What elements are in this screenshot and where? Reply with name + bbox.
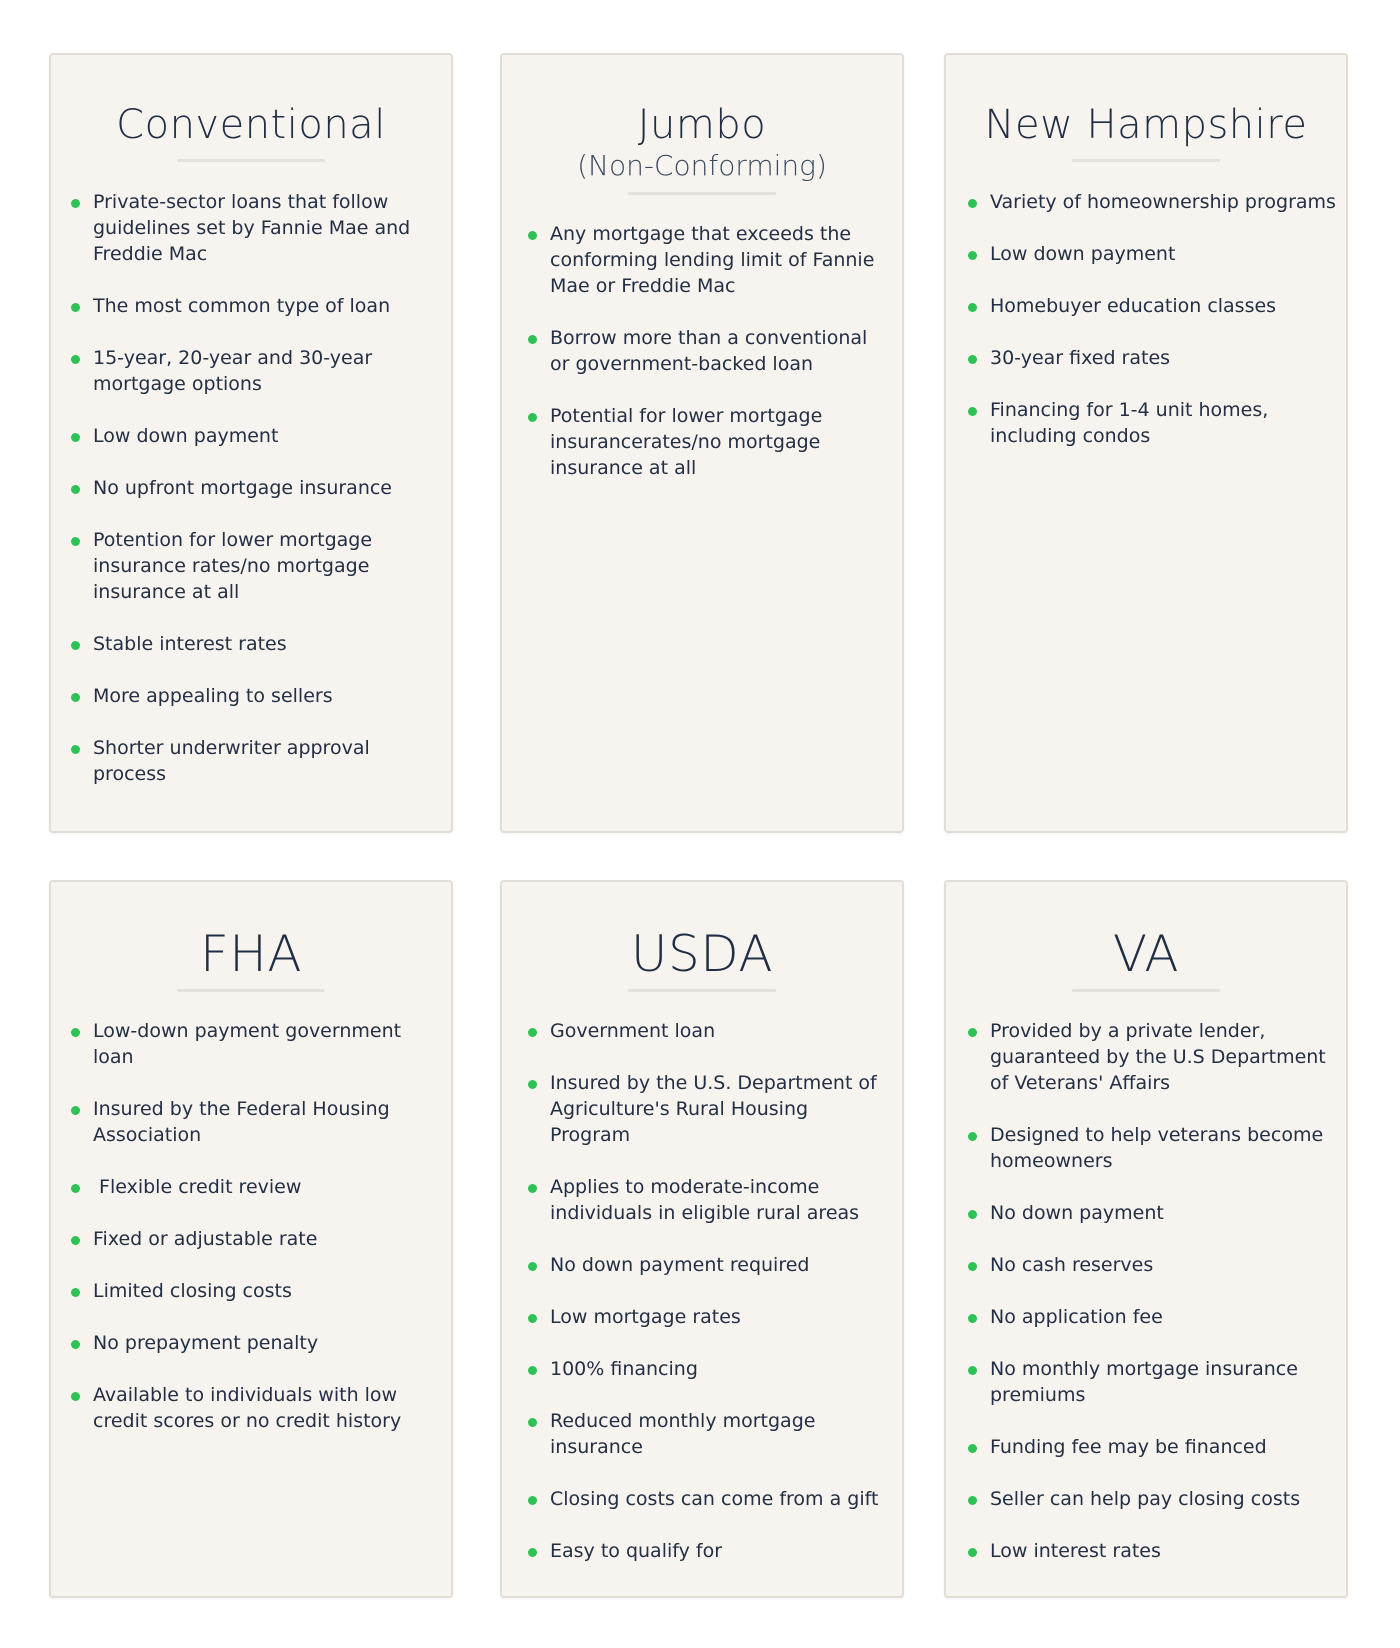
loan-card-va <box>944 880 1348 1598</box>
list-item: Fixed or adjustable rate <box>71 1226 437 1252</box>
list-item: Low interest rates <box>968 1538 1338 1564</box>
bullet-icon <box>71 641 80 650</box>
bullet-icon <box>71 693 80 702</box>
list-item: Low mortgage rates <box>528 1304 888 1330</box>
card-title: USDA <box>630 925 774 983</box>
card-title: Conventional <box>116 102 386 148</box>
feature-list <box>71 1018 437 1460</box>
feature-list <box>968 1018 1338 1590</box>
bullet-icon <box>968 251 977 260</box>
card-subtitle: (Non-Conforming) <box>577 149 827 182</box>
bullet-icon <box>528 1366 537 1375</box>
bullet-icon <box>968 1548 977 1557</box>
title-divider <box>177 989 325 992</box>
bullet-icon <box>71 1392 80 1401</box>
list-item: Low down payment <box>71 423 437 449</box>
bullet-icon <box>968 355 977 364</box>
title-divider <box>1072 989 1220 992</box>
title-divider <box>628 989 776 992</box>
bullet-icon <box>528 1314 537 1323</box>
loan-card-jumbo <box>500 53 904 833</box>
list-item: Borrow more than a conventional or government-backed loan <box>528 325 888 377</box>
bullet-icon <box>71 199 80 208</box>
bullet-icon <box>71 1288 80 1297</box>
bullet-icon <box>71 745 80 754</box>
list-item: Variety of homeownership programs <box>968 189 1338 215</box>
list-item: No upfront mortgage insurance <box>71 475 437 501</box>
bullet-icon <box>968 1444 977 1453</box>
list-item: Designed to help veterans become homeowners <box>968 1122 1338 1174</box>
bullet-icon <box>528 335 537 344</box>
list-item: No monthly mortgage insurance premiums <box>968 1356 1338 1408</box>
list-item: No prepayment penalty <box>71 1330 437 1356</box>
list-item: Reduced monthly mortgage insurance <box>528 1408 888 1460</box>
list-item: More appealing to sellers <box>71 683 437 709</box>
list-item: 15-year, 20-year and 30-year mortgage options <box>71 345 437 397</box>
bullet-icon <box>968 407 977 416</box>
list-item: Available to individuals with low credit scores or no credit history <box>71 1382 437 1434</box>
bullet-icon <box>71 485 80 494</box>
list-item: Government loan <box>528 1018 888 1044</box>
list-item: Potention for lower mortgage insurance rates/no mortgage insurance at all <box>71 527 437 605</box>
bullet-icon <box>71 1184 80 1193</box>
bullet-icon <box>528 1548 537 1557</box>
bullet-icon <box>71 303 80 312</box>
list-item: Stable interest rates <box>71 631 437 657</box>
bullet-icon <box>71 1340 80 1349</box>
bullet-icon <box>968 1496 977 1505</box>
bullet-icon <box>71 1106 80 1115</box>
feature-list <box>71 189 437 813</box>
card-title: VA <box>1112 925 1180 983</box>
feature-list <box>528 1018 888 1590</box>
list-item: No application fee <box>968 1304 1338 1330</box>
list-item: Seller can help pay closing costs <box>968 1486 1338 1512</box>
bullet-icon <box>968 1366 977 1375</box>
list-item: No down payment <box>968 1200 1338 1226</box>
list-item: Flexible credit review <box>71 1174 437 1200</box>
bullet-icon <box>968 1028 977 1037</box>
bullet-icon <box>528 1262 537 1271</box>
list-item: No down payment required <box>528 1252 888 1278</box>
bullet-icon <box>71 537 80 546</box>
loan-card-conventional <box>49 53 453 833</box>
bullet-icon <box>968 1210 977 1219</box>
list-item: Financing for 1-4 unit homes, including condos <box>968 397 1338 449</box>
list-item: Applies to moderate-income individuals in eligible rural areas <box>528 1174 888 1226</box>
list-item: Closing costs can come from a gift <box>528 1486 888 1512</box>
list-item: Limited closing costs <box>71 1278 437 1304</box>
bullet-icon <box>528 1496 537 1505</box>
card-title: New Hampshire <box>984 102 1308 148</box>
list-item: Low down payment <box>968 241 1338 267</box>
loan-card-fha <box>49 880 453 1598</box>
bullet-icon <box>528 1028 537 1037</box>
bullet-icon <box>528 413 537 422</box>
bullet-icon <box>968 303 977 312</box>
bullet-icon <box>968 1132 977 1141</box>
list-item: Insured by the Federal Housing Association <box>71 1096 437 1148</box>
list-item: 30-year fixed rates <box>968 345 1338 371</box>
title-divider <box>628 192 776 195</box>
bullet-icon <box>71 433 80 442</box>
title-divider <box>1072 159 1220 162</box>
list-item: Homebuyer education classes <box>968 293 1338 319</box>
bullet-icon <box>968 1314 977 1323</box>
list-item: Any mortgage that exceeds the conforming lending limit of Fannie Mae or Freddie Mac <box>528 221 888 299</box>
list-item: Low-down payment government loan <box>71 1018 437 1070</box>
list-item: Potential for lower mortgage insurancerates/no mortgage insurance at all <box>528 403 888 481</box>
bullet-icon <box>71 1236 80 1245</box>
bullet-icon <box>968 1262 977 1271</box>
list-item: Shorter underwriter approval process <box>71 735 437 787</box>
loan-card-new-hampshire <box>944 53 1348 833</box>
feature-list <box>968 189 1338 475</box>
card-title: FHA <box>199 925 303 983</box>
list-item: 100% financing <box>528 1356 888 1382</box>
bullet-icon <box>528 231 537 240</box>
bullet-icon <box>528 1184 537 1193</box>
list-item: Insured by the U.S. Department of Agriculture's Rural Housing Program <box>528 1070 888 1148</box>
card-title: Jumbo <box>637 102 767 148</box>
bullet-icon <box>71 355 80 364</box>
title-divider <box>177 159 325 162</box>
bullet-icon <box>71 1028 80 1037</box>
list-item: The most common type of loan <box>71 293 437 319</box>
list-item: Funding fee may be financed <box>968 1434 1338 1460</box>
bullet-icon <box>968 199 977 208</box>
list-item: Easy to qualify for <box>528 1538 888 1564</box>
bullet-icon <box>528 1418 537 1427</box>
feature-list <box>528 221 888 507</box>
list-item: Provided by a private lender, guaranteed by the U.S Department of Veterans' Affairs <box>968 1018 1338 1096</box>
bullet-icon <box>528 1080 537 1089</box>
loan-card-usda <box>500 880 904 1598</box>
list-item: Private-sector loans that follow guidelines set by Fannie Mae and Freddie Mac <box>71 189 437 267</box>
list-item: No cash reserves <box>968 1252 1338 1278</box>
